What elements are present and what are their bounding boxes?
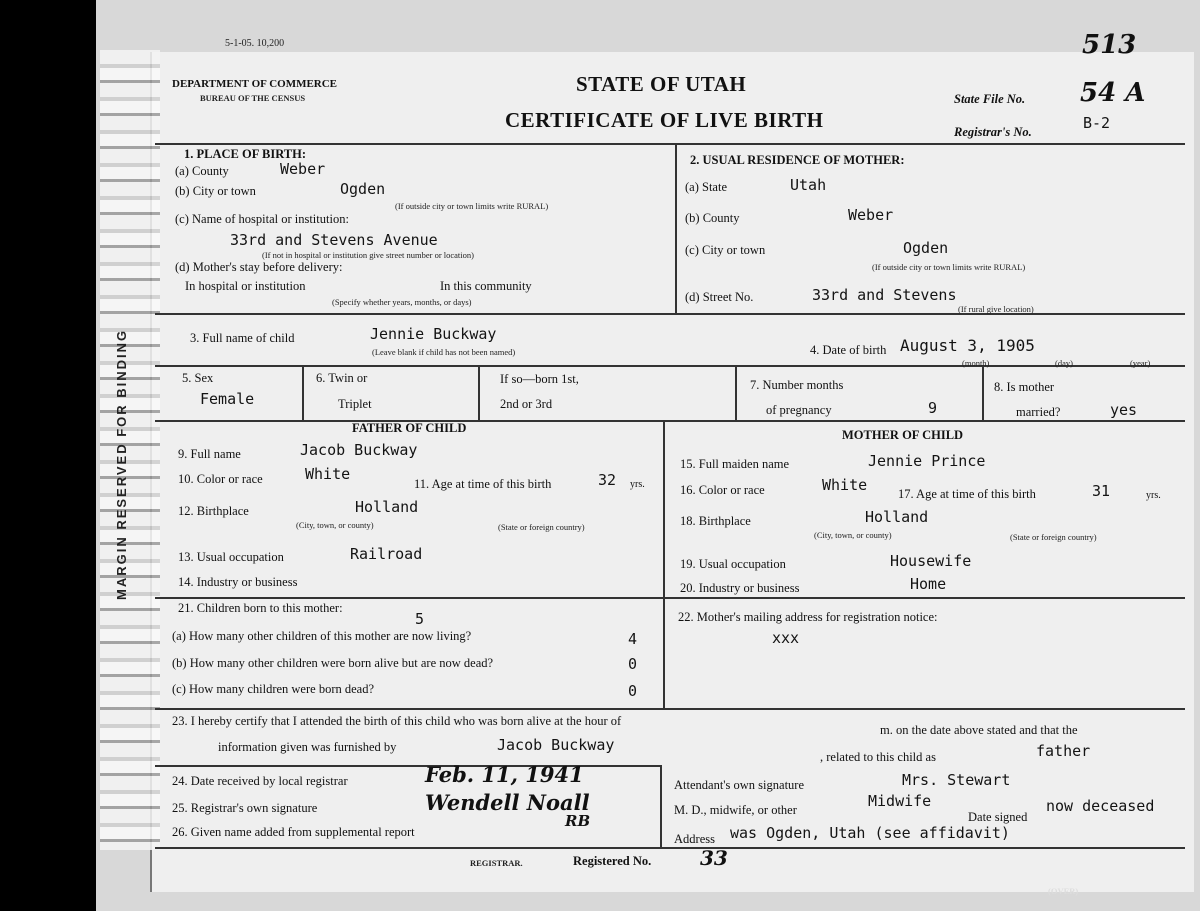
dob-label: 4. Date of birth	[810, 343, 887, 357]
dob-value: August 3, 1905	[900, 336, 1035, 355]
child-name-note: (Leave blank if child has not been named)	[372, 347, 516, 357]
father-age-unit: yrs.	[630, 479, 645, 490]
residence-county-label: (b) County	[685, 211, 740, 225]
address-label: Address	[674, 832, 715, 846]
residence-street-value: 33rd and Stevens	[812, 286, 957, 304]
birth-city-label: (b) City or town	[175, 184, 256, 198]
father-city-note: (City, town, or county)	[296, 520, 374, 530]
registrar-signature-label: 25. Registrar's own signature	[172, 801, 318, 815]
hospital-value: 33rd and Stevens Avenue	[230, 231, 438, 249]
children-living-value: 4	[628, 630, 638, 648]
state-title: STATE OF UTAH	[576, 72, 747, 96]
pregnancy-months-value: 9	[928, 399, 938, 417]
certificate-title: CERTIFICATE OF LIVE BIRTH	[505, 108, 824, 132]
stay-community-label: In this community	[440, 279, 532, 293]
page-number: 513	[1082, 30, 1137, 60]
father-name-value: Jacob Buckway	[300, 441, 418, 459]
relation-value: father	[1036, 742, 1091, 760]
father-name-label: 9. Full name	[178, 447, 241, 461]
mother-married-label: 8. Is mother	[994, 380, 1055, 394]
bureau-name: BUREAU OF THE CENSUS	[200, 93, 306, 103]
residence-state-value: Utah	[790, 176, 827, 194]
divider-father-mother	[663, 420, 665, 708]
divider-twin-born	[478, 365, 480, 420]
mother-industry-label: 20. Industry or business	[680, 581, 800, 595]
date-signed-label: Date signed	[968, 810, 1028, 824]
twin-label: 6. Twin or	[316, 371, 368, 385]
divider-header	[155, 143, 1185, 145]
over-label: (OVER)	[1048, 886, 1079, 896]
registrar-no-value: B-2	[1083, 114, 1111, 132]
residence-state-label: (a) State	[685, 180, 727, 194]
father-state-note: (State or foreign country)	[498, 522, 585, 532]
mother-stay-label: (d) Mother's stay before delivery:	[175, 260, 343, 274]
mother-married-label-2: married?	[1016, 405, 1061, 419]
residence-heading: 2. USUAL RESIDENCE OF MOTHER:	[690, 153, 905, 167]
md-midwife-value: Midwife	[868, 792, 932, 810]
divider-children	[155, 597, 1185, 599]
mother-state-note: (State or foreign country)	[1010, 532, 1097, 542]
divider-registrar-attendant	[660, 765, 662, 847]
attendant-signature-value: Mrs. Stewart	[902, 771, 1011, 789]
certification-text-2: m. on the date above stated and that the	[880, 723, 1078, 737]
father-race-value: White	[305, 465, 351, 483]
sex-label: 5. Sex	[182, 371, 214, 385]
mother-race-value: White	[822, 476, 868, 494]
hospital-label: (c) Name of hospital or institution:	[175, 212, 349, 226]
father-birthplace-value: Holland	[355, 498, 419, 516]
children-heading: 21. Children born to this mother:	[178, 601, 343, 615]
residence-city-value: Ogden	[903, 239, 949, 257]
father-occupation-label: 13. Usual occupation	[178, 550, 284, 564]
mother-name-value: Jennie Prince	[868, 452, 986, 470]
mother-age-unit: yrs.	[1146, 490, 1161, 501]
mother-married-value: yes	[1110, 401, 1138, 419]
born-order-label-2: 2nd or 3rd	[500, 397, 553, 411]
divider-certification	[155, 708, 1185, 710]
dob-month-note: (month)	[962, 358, 990, 368]
mother-birthplace-label: 18. Birthplace	[680, 514, 751, 528]
informant-label: information given was furnished by	[218, 740, 397, 754]
mailing-address-label: 22. Mother's mailing address for registration notice:	[678, 610, 938, 624]
given-name-label: 26. Given name added from supplemental report	[172, 825, 415, 839]
mother-age-value: 31	[1092, 482, 1111, 500]
pregnancy-months-label: 7. Number months	[750, 378, 844, 392]
divider-months-married	[982, 365, 984, 420]
residence-county-value: Weber	[848, 206, 894, 224]
birth-county-label: (a) County	[175, 164, 229, 178]
birth-city-value: Ogden	[340, 180, 386, 198]
place-of-birth-heading: 1. PLACE OF BIRTH:	[184, 147, 307, 161]
residence-city-note: (If outside city or town limits write RURAL)	[872, 262, 1026, 272]
residence-city-label: (c) City or town	[685, 243, 766, 257]
children-living-label: (a) How many other children of this mother are now living?	[172, 629, 472, 643]
child-name-label: 3. Full name of child	[190, 331, 295, 345]
children-dead-value: 0	[628, 655, 638, 673]
father-occupation-value: Railroad	[350, 545, 423, 563]
dob-year-note: (year)	[1130, 358, 1151, 368]
children-stillborn-value: 0	[628, 682, 638, 700]
birth-city-note: (If outside city or town limits write RURAL)	[395, 201, 549, 211]
mother-industry-value: Home	[910, 575, 947, 593]
department-name: DEPARTMENT OF COMMERCE	[172, 78, 338, 90]
binding-margin-label: MARGIN RESERVED FOR BINDING	[114, 328, 129, 600]
triplet-label: Triplet	[338, 397, 372, 411]
father-industry-label: 14. Industry or business	[178, 575, 298, 589]
registrar-no-label: Registrar's No.	[954, 125, 1032, 139]
state-file-value: 54 A	[1080, 78, 1146, 108]
stay-note: (Specify whether years, months, or days)	[332, 297, 472, 307]
relation-label: , related to this child as	[820, 750, 936, 764]
children-dead-label: (b) How many other children were born alive but are now dead?	[172, 656, 494, 670]
registrar-initials: RB	[565, 812, 591, 830]
residence-street-label: (d) Street No.	[685, 290, 754, 304]
mother-age-label: 17. Age at time of this birth	[898, 487, 1036, 501]
father-age-value: 32	[598, 471, 617, 489]
divider-registrar	[155, 765, 660, 767]
attendant-signature-label: Attendant's own signature	[674, 778, 805, 792]
hospital-note: (If not in hospital or institution give street number or location)	[262, 250, 474, 260]
divider-footer	[155, 847, 1185, 849]
mailing-address-value: xxx	[772, 629, 800, 647]
registered-no-label: Registered No.	[573, 854, 652, 868]
dob-day-note: (day)	[1055, 358, 1073, 368]
date-received-label: 24. Date received by local registrar	[172, 774, 348, 788]
father-age-label: 11. Age at time of this birth	[414, 477, 552, 491]
divider-parents	[155, 420, 1185, 422]
children-stillborn-label: (c) How many children were born dead?	[172, 682, 374, 696]
form-code: 5-1-05. 10,200	[225, 38, 285, 49]
father-race-label: 10. Color or race	[178, 472, 263, 486]
divider-born-months	[735, 365, 737, 420]
mother-occupation-value: Housewife	[890, 552, 972, 570]
father-birthplace-label: 12. Birthplace	[178, 504, 249, 518]
registered-no-value: 33	[700, 846, 728, 870]
mother-heading: MOTHER OF CHILD	[842, 428, 964, 442]
mother-birthplace-value: Holland	[865, 508, 929, 526]
mother-city-note: (City, town, or county)	[814, 530, 892, 540]
date-received-value: Feb. 11, 1941	[425, 762, 584, 787]
torn-binding-edge	[100, 50, 160, 850]
father-heading: FATHER OF CHILD	[352, 421, 467, 435]
pregnancy-months-label-2: of pregnancy	[766, 403, 832, 417]
mother-occupation-label: 19. Usual occupation	[680, 557, 786, 571]
divider-place-residence	[675, 143, 677, 313]
informant-value: Jacob Buckway	[497, 736, 615, 754]
date-signed-value: now deceased	[1046, 797, 1155, 815]
sex-value: Female	[200, 390, 255, 408]
address-value: was Ogden, Utah (see affidavit)	[730, 824, 1010, 842]
divider-sex	[155, 365, 1185, 367]
child-name-value: Jennie Buckway	[370, 325, 497, 343]
birth-county-value: Weber	[280, 160, 326, 178]
mother-name-label: 15. Full maiden name	[680, 457, 790, 471]
born-order-label: If so—born 1st,	[500, 372, 579, 386]
scan-border	[0, 0, 100, 911]
state-file-label: State File No.	[954, 92, 1026, 106]
registrar-signature-value: Wendell Noall	[425, 790, 590, 815]
children-total-value: 5	[415, 610, 425, 628]
residence-street-note: (If rural give location)	[958, 304, 1034, 314]
md-midwife-label: M. D., midwife, or other	[674, 803, 797, 817]
divider-sex-twin	[302, 365, 304, 420]
certification-text: 23. I hereby certify that I attended the birth of this child who was born alive at the hour of	[172, 714, 622, 728]
stay-hospital-label: In hospital or institution	[185, 279, 306, 293]
mother-race-label: 16. Color or race	[680, 483, 765, 497]
registrar-footer-label: REGISTRAR.	[470, 858, 523, 868]
